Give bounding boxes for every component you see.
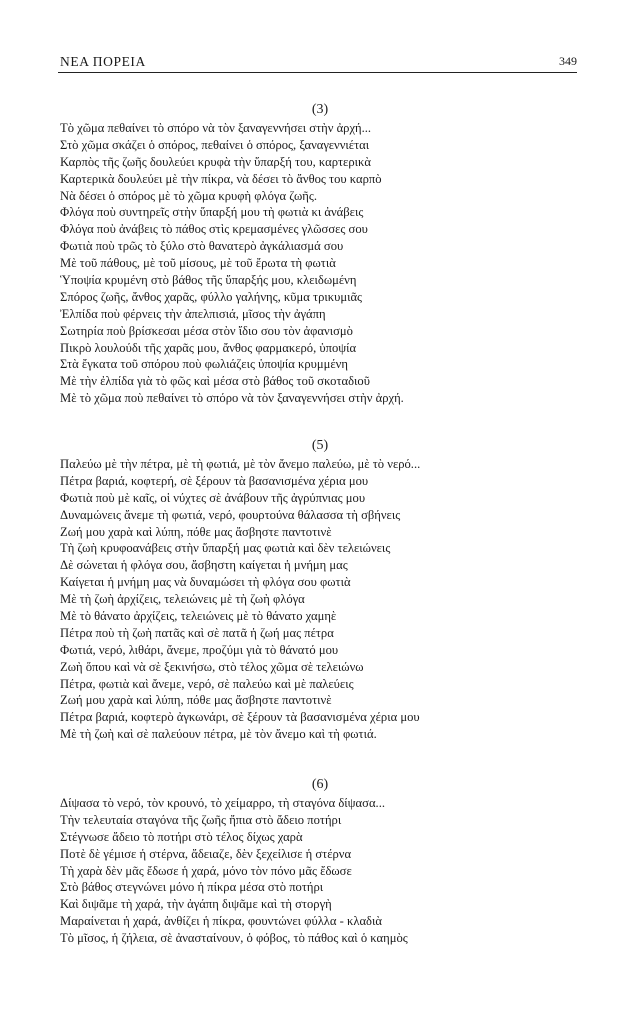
poem-line: Μὲ τὴν ἐλπίδα γιὰ τὸ φῶς καὶ μέσα στὸ βάθος τοῦ σκοταδιοῦ xyxy=(60,374,370,389)
poem-line: Ἐλπίδα ποὺ φέρνεις τὴν ἀπελπισιά, μῖσος τὴν ἀγάπη xyxy=(60,306,326,321)
poem-line: Φλόγα ποὺ συντηρεῖς στὴν ὕπαρξή μου τὴ φωτιὰ κι ἀνάβεις xyxy=(60,205,364,220)
poem-section-6 xyxy=(60,775,580,947)
page-number: 349 xyxy=(559,54,577,68)
section-number: (5) xyxy=(311,438,329,453)
poem-line: Δίψασα τὸ νερό, τὸν κρουνό, τὸ χείμαρρο, τὴ σταγόνα δίψασα... xyxy=(60,796,385,810)
section-number: (6) xyxy=(311,777,329,792)
poem-line: Καρπὸς τῆς ζωῆς δουλεύει κρυφὰ τὴν ὕπαρξή του, καρτερικὰ xyxy=(60,154,371,169)
poem-line: Στὸ βάθος στεγνώνει μόνο ἡ πίκρα μέσα στὸ ποτήρι xyxy=(60,880,324,895)
poem-line: Ζωή μου χαρὰ καὶ λύπη, πόθε μας ἄσβηστε παντοτινὲ xyxy=(60,524,332,539)
poem-line: Φλόγα ποὺ ἀνάβεις τὸ πάθος στὶς κρεμασμένες γλῶσσες σου xyxy=(60,222,368,237)
poem-line: Ζωὴ ὅπου καὶ νὰ σὲ ξεκινήσω, στὸ τέλος χῶμα σὲ τελειώνω xyxy=(60,659,364,674)
poem-line: Μαραίνεται ἡ χαρά, ἀνθίζει ἡ πίκρα, φουντώνει φύλλα - κλαδιὰ xyxy=(60,914,382,929)
poem-line: Πέτρα ποὺ τὴ ζωὴ πατᾶς καὶ σὲ πατᾶ ἡ ζωή μας πέτρα xyxy=(60,625,334,640)
poem-line: Δυναμώνεις ἄνεμε τὴ φωτιά, νερό, φουρτούνα θάλασσα τὴ σβήνεις xyxy=(60,507,401,522)
poem-line: Καίγεται ἡ μνήμη μας νὰ δυναμώσει τὴ φλόγα σου φωτιὰ xyxy=(60,575,351,590)
poem-line: Σπόρος ζωῆς, ἄνθος χαρᾶς, φύλλο γαλήνης, κῦμα τρικυμιᾶς xyxy=(60,289,363,304)
poem-line: Τὸ μῖσος, ἡ ζήλεια, σὲ ἀνασταίνουν, ὁ φόβος, τὸ πάθος καὶ ὁ καημὸς xyxy=(60,931,408,946)
poem-line: Τὴ χαρὰ δὲν μᾶς ἔδωσε ἡ χαρά, μόνο τὸν πόνο μᾶς ἔδωσε xyxy=(60,863,352,878)
poem-section-5 xyxy=(60,436,580,743)
poem-line: Φωτιὰ ποὺ τρῶς τὸ ξύλο στὸ θανατερὸ ἀγκάλιασμά σου xyxy=(60,239,344,254)
poem-line: Μὲ τὸ χῶμα ποὺ πεθαίνει τὸ σπόρο νὰ τὸν ξαναγεννήσει στὴν ἀρχή. xyxy=(60,391,404,406)
poem-line: Στὰ ἔγκατα τοῦ σπόρου ποὺ φωλιάζεις ὑποψία κρυμμένη xyxy=(60,357,348,372)
poem-line: Μὲ τοῦ πάθους, μὲ τοῦ μίσους, μὲ τοῦ ἔρωτα τὴ φωτιὰ xyxy=(60,256,336,271)
poem-line: Πέτρα βαριά, κοφτερὸ ἀγκωνάρι, σὲ ξέρουν τὰ βασανισμένα χέρια μου xyxy=(60,710,420,725)
poem-line: Μὲ τὸ θάνατο ἀρχίζεις, τελειώνεις μὲ τὸ θάνατο χαμηὲ xyxy=(60,609,337,624)
poem-line: Πέτρα, φωτιὰ καὶ ἄνεμε, νερό, σὲ παλεύω καὶ μὲ παλεύεις xyxy=(60,676,354,691)
running-header xyxy=(58,50,577,73)
poem-line: Στὸ χῶμα σκάζει ὁ σπόρος, πεθαίνει ὁ σπόρος, ξαναγεννιέται xyxy=(60,137,370,152)
poem-line: Μὲ τὴ ζωὴ ἀρχίζεις, τελειώνεις μὲ τὴ ζωὴ φλόγα xyxy=(60,592,305,607)
journal-title: ΝΕΑ ΠΟΡΕΙΑ xyxy=(60,54,146,69)
poem-line: Καὶ διψᾶμε τὴ χαρά, τὴν ἀγάπη διψᾶμε καὶ τὴ στοργὴ xyxy=(60,897,332,912)
poem-line: Πικρὸ λουλούδι τῆς χαρᾶς μου, ἄνθος φαρμακερό, ὑποψία xyxy=(60,340,357,355)
poem-line: Φωτιὰ ποὺ μὲ καῖς, οἱ νύχτες σὲ ἀνάβουν τῆς ἀγρύπνιας μου xyxy=(60,490,366,505)
poem-line: Μὲ τὴ ζωὴ καὶ σὲ παλεύουν πέτρα, μὲ τὸν ἄνεμο καὶ τὴ φωτιά. xyxy=(60,727,377,742)
poem-section-3 xyxy=(60,100,580,407)
poem-line: Τὸ χῶμα πεθαίνει τὸ σπόρο νὰ τὸν ξαναγεννήσει στὴν ἀρχή... xyxy=(60,121,372,135)
poem-line: Ὑποψία κρυμένη στὸ βάθος τῆς ὕπαρξής μου, κλειδωμένη xyxy=(60,273,357,288)
poem-line: Καρτερικὰ δουλεύει μὲ τὴν πίκρα, νὰ δέσει τὸ ἄνθος του καρπὸ xyxy=(60,171,382,186)
poem-line: Δὲ σώνεται ἡ φλόγα σου, ἄσβηστη καίγεται ἡ μνήμη μας xyxy=(60,558,348,573)
poem-line: Σωτηρία ποὺ βρίσκεσαι μέσα στὸν ἴδιο σου τὸν ἀφανισμὸ xyxy=(60,323,353,338)
poem-line: Τὴ ζωὴ κρυφοανάβεις στὴν ὕπαρξή μας φωτιὰ καὶ δὲν τελειώνεις xyxy=(60,541,391,556)
poem-line: Τὴν τελευταία σταγόνα τῆς ζωῆς ἤπια στὸ ἄδειο ποτήρι xyxy=(60,812,342,827)
poem-line: Πέτρα βαριά, κοφτερή, σὲ ξέρουν τὰ βασανισμένα χέρια μου xyxy=(60,473,369,488)
poem-line: Στέγνωσε ἄδειο τὸ ποτήρι στὸ τέλος δίχως χαρὰ xyxy=(60,829,303,844)
poem-line: Ζωή μου χαρὰ καὶ λύπη, πόθε μας ἄσβηστε παντοτινὲ xyxy=(60,693,332,708)
poem-line: Παλεύω μὲ τὴν πέτρα, μὲ τὴ φωτιά, μὲ τὸν ἄνεμο παλεύω, μὲ τὸ νερό... xyxy=(60,457,421,471)
poem-line: Νὰ δέσει ὁ σπόρος μὲ τὸ χῶμα κρυφὴ φλόγα ζωῆς. xyxy=(60,188,317,203)
section-number: (3) xyxy=(311,102,329,117)
poem-line: Ποτὲ δὲ γέμισε ἡ στέρνα, ἄδειαζε, δὲν ξεχείλισε ἡ στέρνα xyxy=(60,846,352,861)
poem-line: Φωτιά, νερό, λιθάρι, ἄνεμε, προζύμι γιὰ τὸ θάνατό μου xyxy=(60,642,339,657)
